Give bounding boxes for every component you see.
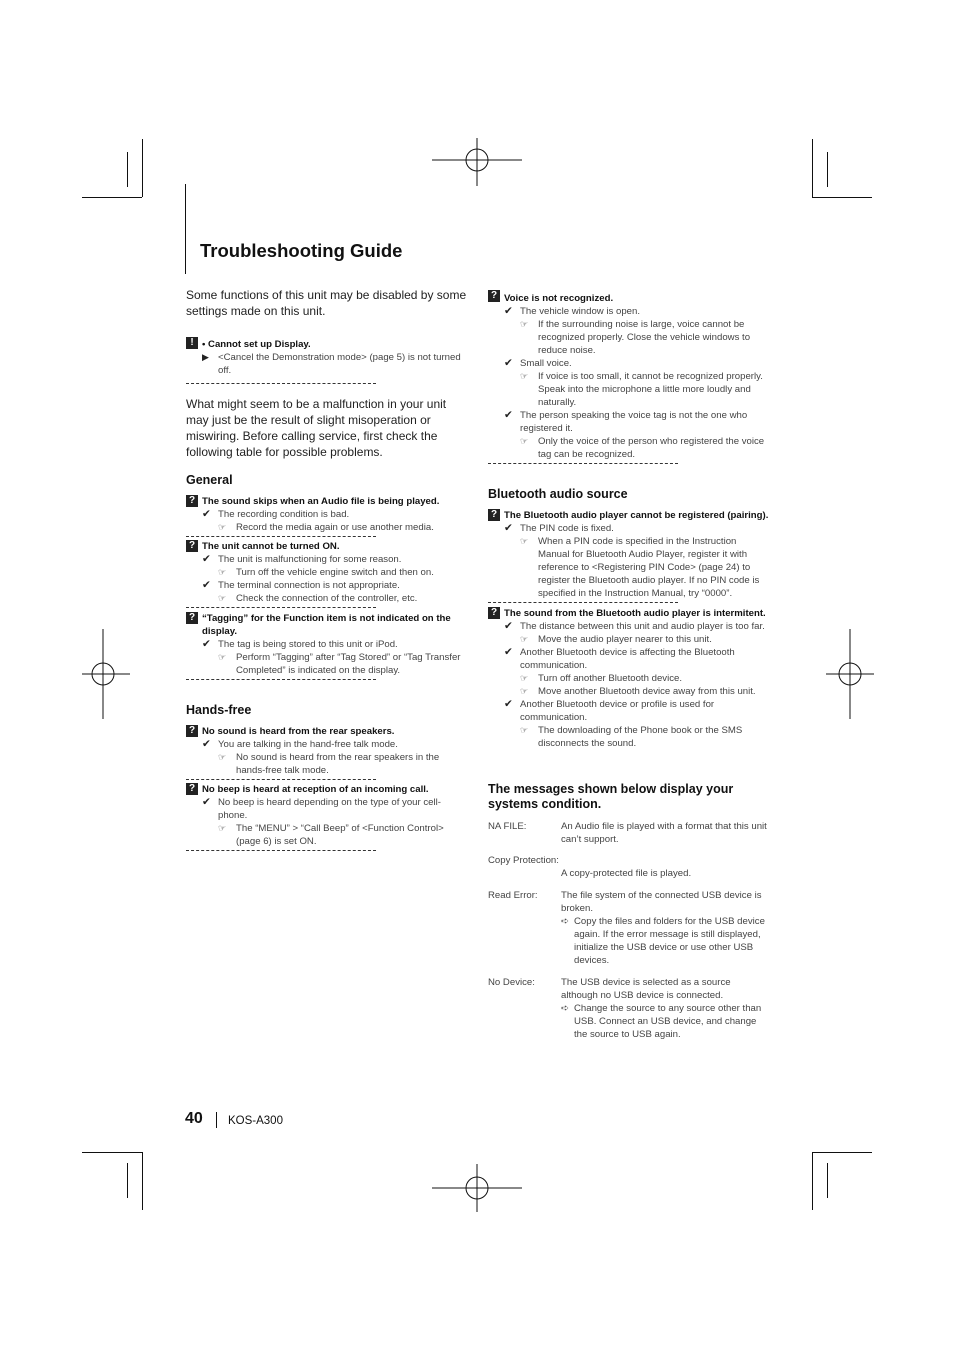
page-title: Troubleshooting Guide bbox=[200, 240, 403, 261]
cause-item bbox=[504, 409, 770, 435]
check-icon: ✔ bbox=[504, 305, 513, 317]
remedy-item bbox=[504, 370, 770, 409]
message-label: Read Error: bbox=[488, 890, 538, 901]
hand-icon: ☞ bbox=[218, 567, 227, 577]
registration-mark-top bbox=[432, 138, 522, 186]
remedy-item bbox=[504, 435, 770, 461]
remedy-item bbox=[504, 318, 770, 357]
cause-text: Another Bluetooth device is affecting the Bluetooth communication. bbox=[520, 647, 735, 671]
cause-text: Small voice. bbox=[520, 358, 572, 369]
problem-item bbox=[488, 509, 770, 600]
note-item bbox=[186, 337, 470, 377]
cause-item bbox=[202, 638, 470, 651]
problem-title: The sound from the Bluetooth audio player is intermitent. bbox=[504, 608, 766, 619]
question-icon: ? bbox=[186, 725, 198, 737]
cause-text: The unit is malfunctioning for some reason. bbox=[218, 554, 402, 565]
section-heading-bluetooth: Bluetooth audio source bbox=[488, 487, 628, 501]
message-label: Copy Protection: bbox=[488, 855, 559, 866]
divider bbox=[186, 777, 376, 780]
remedy-item bbox=[202, 521, 470, 534]
hand-icon: ☞ bbox=[218, 522, 227, 532]
problem-item bbox=[186, 783, 470, 848]
hand-icon: ☞ bbox=[520, 319, 529, 329]
message-entry bbox=[488, 820, 770, 846]
remedy-text: If the surrounding noise is large, voice cannot be recognized properly. Close the vehicle windows to reduce noise. bbox=[538, 319, 751, 356]
remedy-text: Turn off the vehicle engine switch and then on. bbox=[236, 567, 434, 578]
hand-icon: ☞ bbox=[218, 652, 227, 662]
hand-icon: ☞ bbox=[218, 593, 227, 603]
cause-item bbox=[504, 620, 770, 633]
question-icon: ? bbox=[186, 495, 198, 507]
remedy-item bbox=[202, 751, 470, 777]
message-text: A copy-protected file is played. bbox=[561, 868, 692, 879]
remedy-text: Move the audio player nearer to this unit. bbox=[538, 634, 712, 645]
check-icon: ✔ bbox=[504, 409, 513, 421]
message-remedy-text: Copy the files and folders for the USB device again. If the error message is still displayed, initialize the USB device or use other USB devices. bbox=[574, 916, 765, 966]
section-heading-messages: The messages shown below display your systems condition. bbox=[488, 782, 734, 811]
remedy-item bbox=[202, 592, 470, 605]
remedy-item bbox=[202, 822, 470, 848]
message-label: NA FILE: bbox=[488, 821, 527, 832]
remedy-text: No sound is heard from the rear speakers in the hands-free talk mode. bbox=[236, 752, 440, 776]
problem-title: The Bluetooth audio player cannot be registered (pairing). bbox=[504, 510, 769, 521]
remedy-item bbox=[504, 672, 770, 685]
cause-item bbox=[504, 305, 770, 318]
cause-item bbox=[504, 522, 770, 535]
cause-text: You are talking in the hand-free talk mode. bbox=[218, 739, 398, 750]
note-text: <Cancel the Demonstration mode> (page 5) is not turned off. bbox=[218, 352, 461, 376]
remedy-text: Perform “Tagging” after “Tag Stored” or “Tag Transfer Completed” is indicated on the display. bbox=[236, 652, 461, 676]
problem-item bbox=[186, 540, 470, 605]
remedy-text: Record the media again or use another media. bbox=[236, 522, 434, 533]
cause-item bbox=[504, 646, 770, 672]
title-rule bbox=[185, 184, 186, 274]
divider bbox=[186, 677, 376, 680]
remedy-text: When a PIN code is specified in the Instruction Manual for Bluetooth Audio Player, register it with reference to <Registering PIN Code> (page 24) to register the Bluetooth audio player. If no PIN code is specified in the Instruction Manual, try “0000”. bbox=[538, 536, 760, 599]
problem-item bbox=[186, 612, 470, 677]
problem-title: Voice is not recognized. bbox=[504, 293, 614, 304]
cause-item bbox=[202, 553, 470, 566]
problem-title: No beep is heard at reception of an incoming call. bbox=[202, 784, 429, 795]
message-remedy bbox=[561, 1002, 770, 1041]
divider bbox=[186, 848, 376, 851]
message-text: The USB device is selected as a source although no USB device is connected. bbox=[561, 977, 731, 1001]
remedy-text: Only the voice of the person who registered the voice tag can be recognized. bbox=[538, 436, 765, 460]
message-entry bbox=[488, 889, 770, 967]
cause-item bbox=[202, 508, 470, 521]
problem-item bbox=[488, 290, 770, 461]
right-column bbox=[488, 290, 770, 1041]
divider bbox=[186, 381, 376, 384]
remedy-text: Move another Bluetooth device away from this unit. bbox=[538, 686, 756, 697]
hand-icon: ☞ bbox=[520, 673, 529, 683]
cause-text: The vehicle window is open. bbox=[520, 306, 640, 317]
check-icon: ✔ bbox=[202, 796, 211, 808]
cause-text: Another Bluetooth device or profile is used for communication. bbox=[520, 699, 715, 723]
remedy-item bbox=[202, 651, 470, 677]
cause-text: No beep is heard depending on the type of your cell-phone. bbox=[218, 797, 441, 821]
message-entry bbox=[488, 976, 770, 1041]
remedy-text: The downloading of the Phone book or the SMS disconnects the sound. bbox=[538, 725, 743, 749]
registration-mark-left bbox=[82, 629, 130, 719]
arrow-icon: ▶ bbox=[202, 352, 209, 362]
remedy-text: Check the connection of the controller, etc. bbox=[236, 593, 418, 604]
question-icon: ? bbox=[186, 612, 198, 624]
page-number: 40 bbox=[185, 1110, 203, 1127]
hand-icon: ☞ bbox=[520, 686, 529, 696]
problem-title: The unit cannot be turned ON. bbox=[202, 541, 340, 552]
message-remedy-text: Change the source to any source other than USB. Connect an USB device, and change the source to USB again. bbox=[574, 1003, 762, 1040]
message-text: The file system of the connected USB device is broken. bbox=[561, 890, 762, 914]
cause-text: The distance between this unit and audio player is too far. bbox=[520, 621, 765, 632]
check-icon: ✔ bbox=[504, 522, 513, 534]
footer-divider bbox=[216, 1112, 217, 1128]
arrow-icon: ➪ bbox=[561, 916, 570, 927]
registration-mark-bottom bbox=[432, 1164, 522, 1212]
message-entry bbox=[488, 854, 770, 880]
check-icon: ✔ bbox=[504, 698, 513, 710]
check-icon: ✔ bbox=[202, 738, 211, 750]
problem-title: No sound is heard from the rear speakers. bbox=[202, 726, 395, 737]
remedy-text: If voice is too small, it cannot be recognized properly. Speak into the microphone a little more loudly and naturally. bbox=[538, 371, 763, 408]
question-icon: ? bbox=[488, 290, 500, 302]
question-icon: ? bbox=[186, 540, 198, 552]
hand-icon: ☞ bbox=[218, 823, 227, 833]
cause-text: The tag is being stored to this unit or iPod. bbox=[218, 639, 398, 650]
hand-icon: ☞ bbox=[520, 725, 529, 735]
section-heading-general: General bbox=[186, 473, 233, 487]
model-name: KOS-A300 bbox=[228, 1115, 283, 1127]
exclamation-icon: ! bbox=[186, 337, 198, 349]
question-icon: ? bbox=[488, 509, 500, 521]
intro-text-2: What might seem to be a malfunction in your unit may just be the result of slight misoperation or miswiring. Before calling service, first check the following table for possible problems. bbox=[186, 397, 447, 459]
message-remedy bbox=[561, 915, 770, 967]
question-icon: ? bbox=[488, 607, 500, 619]
divider bbox=[488, 600, 678, 603]
note-title: • Cannot set up Display. bbox=[202, 339, 311, 350]
divider bbox=[186, 605, 376, 608]
left-column bbox=[186, 287, 470, 853]
check-icon: ✔ bbox=[202, 579, 211, 591]
problem-title: “Tagging” for the Function item is not indicated on the display. bbox=[202, 613, 451, 637]
cause-text: The recording condition is bad. bbox=[218, 509, 350, 520]
message-label: No Device: bbox=[488, 977, 535, 988]
remedy-item bbox=[504, 724, 770, 750]
cause-item bbox=[504, 698, 770, 724]
check-icon: ✔ bbox=[504, 620, 513, 632]
check-icon: ✔ bbox=[202, 508, 211, 520]
problem-item bbox=[186, 495, 470, 534]
registration-mark-right bbox=[826, 629, 874, 719]
cause-text: The terminal connection is not appropriate. bbox=[218, 580, 400, 591]
remedy-text: The “MENU” > “Call Beep” of <Function Control> (page 6) is set ON. bbox=[236, 823, 444, 847]
remedy-item bbox=[504, 633, 770, 646]
cause-item bbox=[202, 579, 470, 592]
check-icon: ✔ bbox=[504, 357, 513, 369]
hand-icon: ☞ bbox=[520, 634, 529, 644]
divider bbox=[488, 461, 678, 464]
intro-text-1: Some functions of this unit may be disabled by some settings made on this unit. bbox=[186, 288, 467, 318]
remedy-item bbox=[504, 535, 770, 600]
problem-item bbox=[488, 607, 770, 750]
hand-icon: ☞ bbox=[520, 371, 529, 381]
check-icon: ✔ bbox=[202, 553, 211, 565]
check-icon: ✔ bbox=[504, 646, 513, 658]
question-icon: ? bbox=[186, 783, 198, 795]
cause-item bbox=[202, 796, 470, 822]
message-text: An Audio file is played with a format that this unit can’t support. bbox=[561, 821, 767, 845]
problem-title: The sound skips when an Audio file is being played. bbox=[202, 496, 440, 507]
remedy-item bbox=[504, 685, 770, 698]
remedy-text: Turn off another Bluetooth device. bbox=[538, 673, 682, 684]
cause-text: The person speaking the voice tag is not the one who registered it. bbox=[520, 410, 748, 434]
check-icon: ✔ bbox=[202, 638, 211, 650]
section-heading-hands-free: Hands-free bbox=[186, 703, 252, 717]
hand-icon: ☞ bbox=[520, 536, 529, 546]
problem-item bbox=[186, 725, 470, 777]
divider bbox=[186, 534, 376, 537]
cause-item bbox=[202, 738, 470, 751]
hand-icon: ☞ bbox=[218, 752, 227, 762]
cause-item bbox=[504, 357, 770, 370]
hand-icon: ☞ bbox=[520, 436, 529, 446]
arrow-icon: ➪ bbox=[561, 1003, 570, 1014]
remedy-item bbox=[202, 566, 470, 579]
note-body bbox=[202, 351, 470, 377]
cause-text: The PIN code is fixed. bbox=[520, 523, 614, 534]
